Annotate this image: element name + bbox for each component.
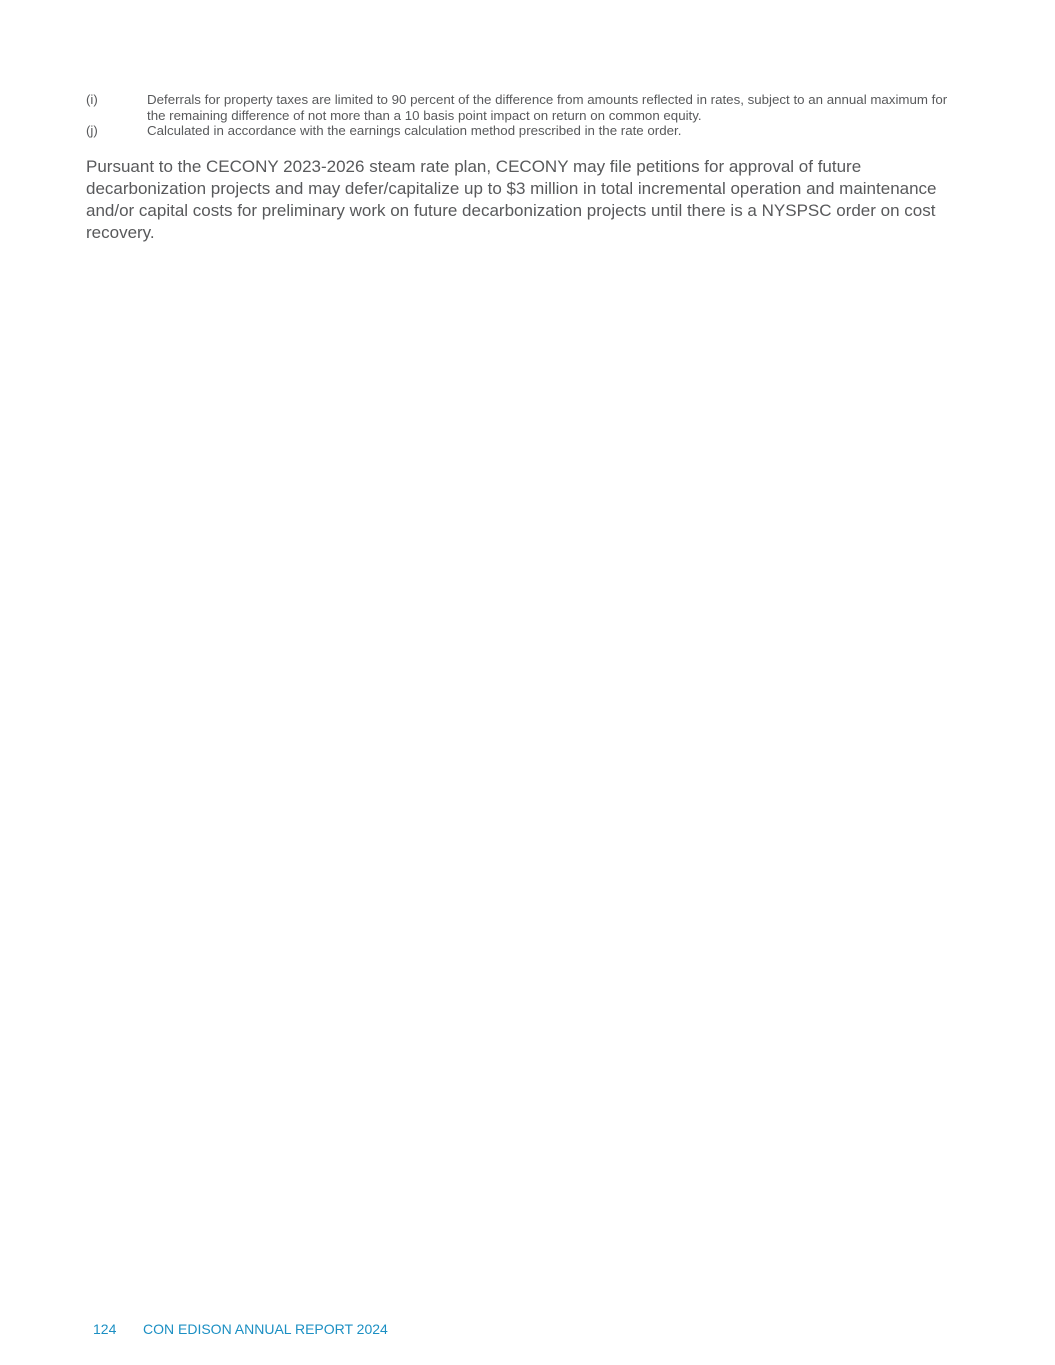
body-paragraph: Pursuant to the CECONY 2023-2026 steam rate plan, CECONY may file petitions for approval of future decarbonization projects and may defer/capitalize up to $3 million in total incremental operation and maintenance and/or capital costs for preliminary work on future decarbonization projects until there is a NYSPSC order on cost recovery. xyxy=(86,157,937,242)
page-footer xyxy=(93,1320,388,1338)
footnote-marker: (j) xyxy=(86,123,98,138)
footnotes xyxy=(86,92,966,139)
footnote-i xyxy=(86,92,966,123)
footnote-marker: (i) xyxy=(86,92,98,107)
footnote-text: Deferrals for property taxes are limited to 90 percent of the difference from amounts reflected in rates, subject to an annual maximum for the remaining difference of not more than a 10 basis point impact on return on common equity. xyxy=(147,92,948,123)
page-number: 124 xyxy=(93,1321,117,1337)
footnote-j xyxy=(86,123,966,139)
footnote-text: Calculated in accordance with the earnings calculation method prescribed in the rate order. xyxy=(147,123,682,138)
report-title: CON EDISON ANNUAL REPORT 2024 xyxy=(143,1321,388,1337)
